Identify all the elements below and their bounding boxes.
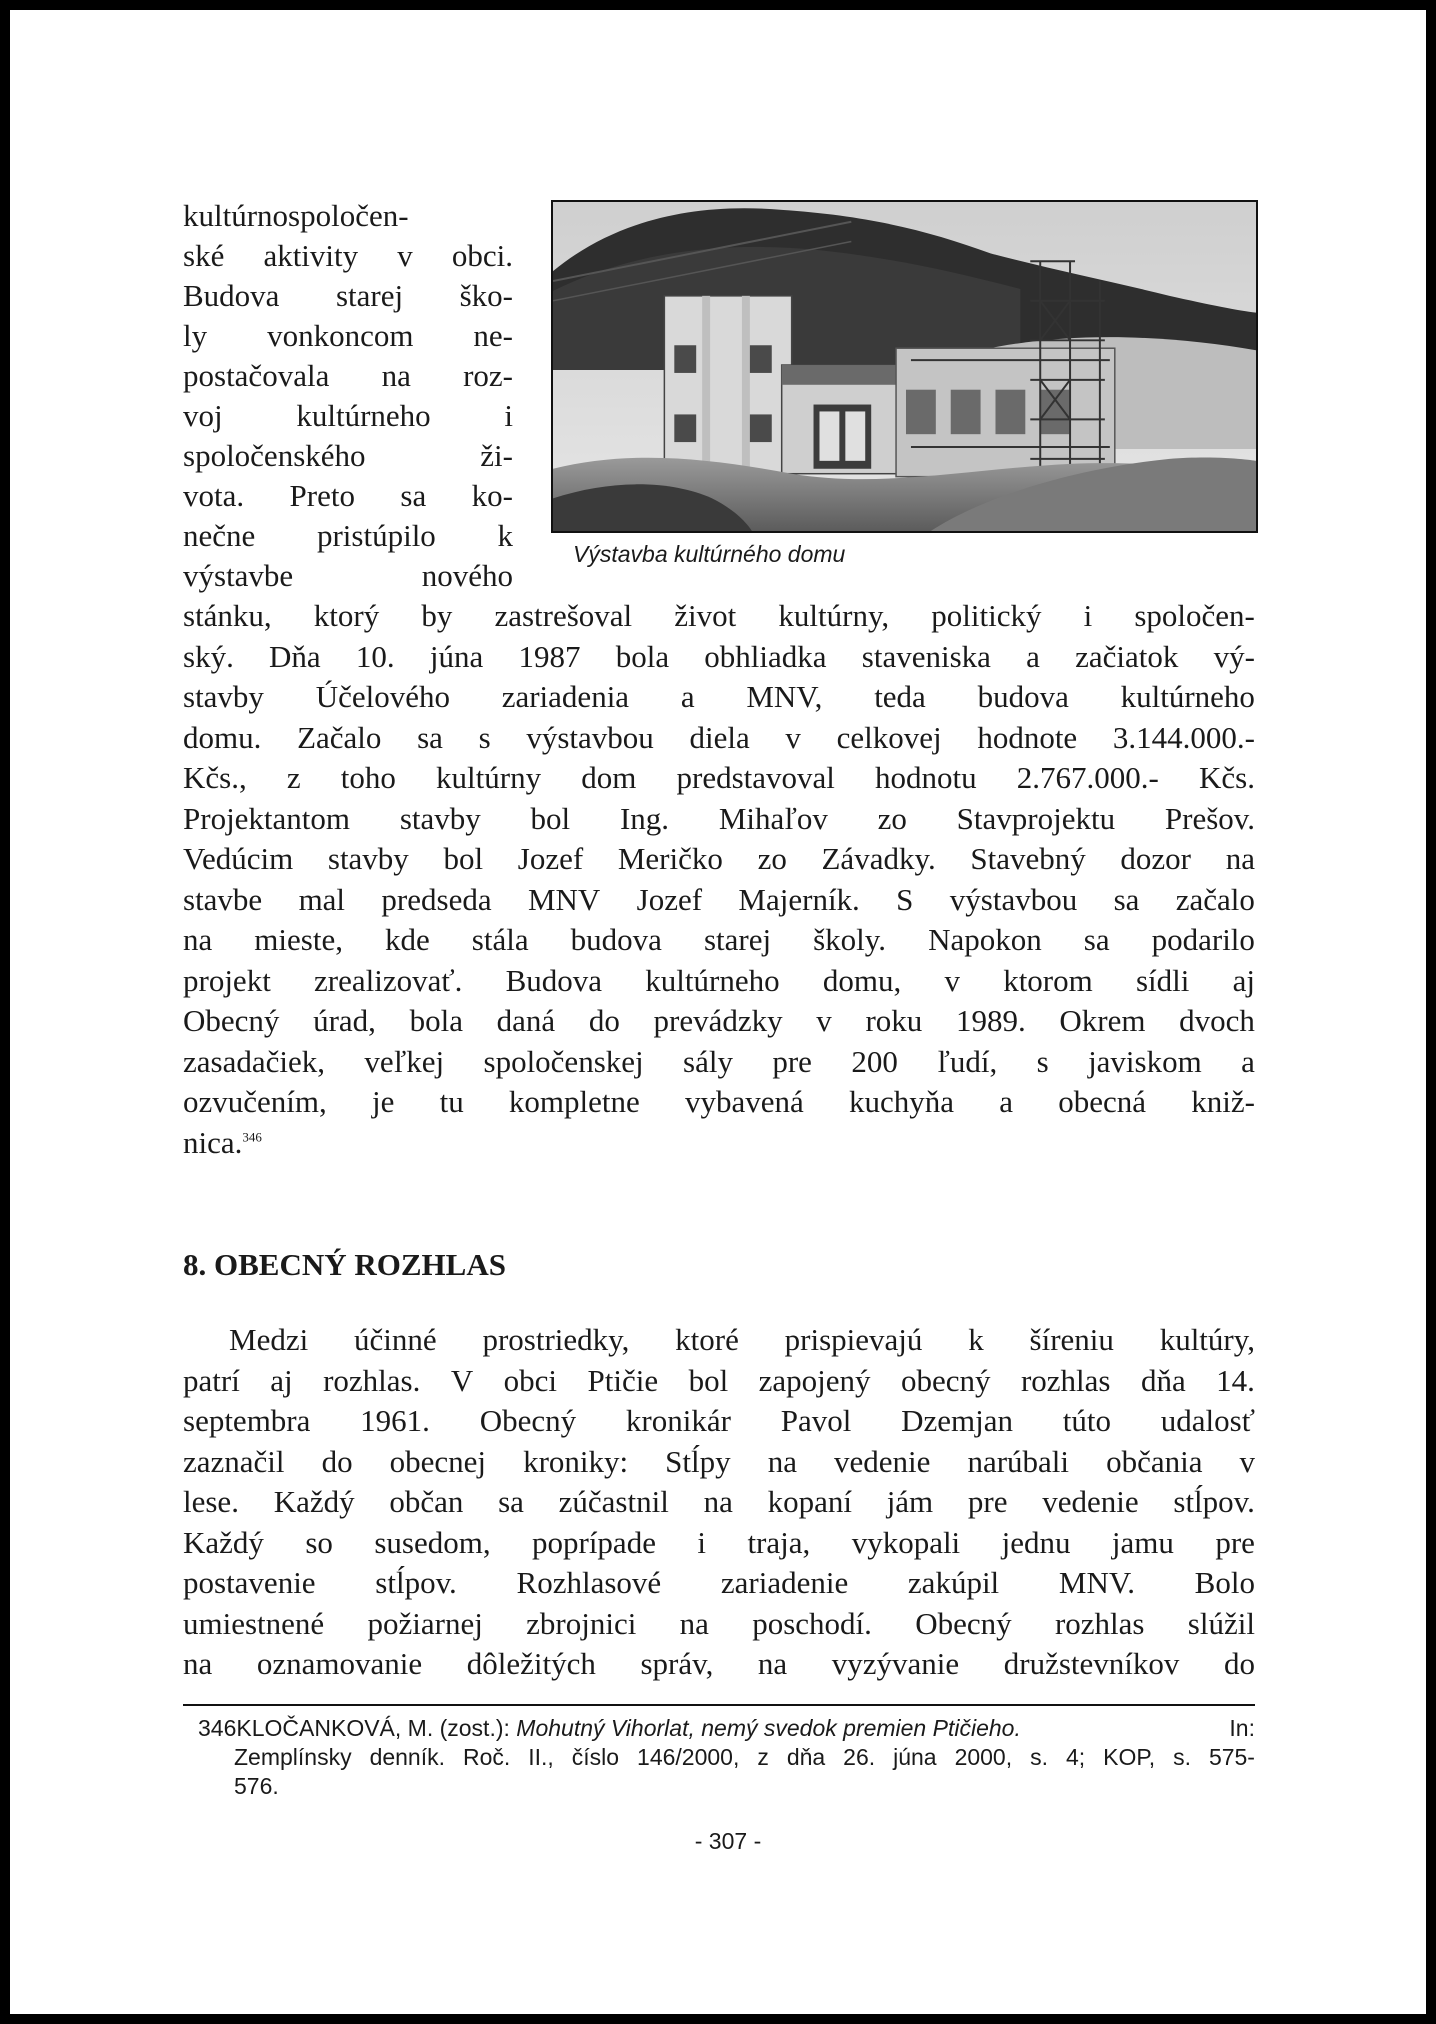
text-line: na mieste, kde stála budova starej školy. Napokon sa podarilo bbox=[183, 922, 1255, 957]
wrapped-text-column bbox=[183, 196, 513, 596]
page-number: - 307 - bbox=[694, 1828, 762, 1854]
text-line: stánku, ktorý by zastrešoval život kultúrny, politický i spoločen- bbox=[183, 598, 1255, 633]
footnote-line: Zemplínsky denník. Roč. II., číslo 146/2000, z dňa 26. júna 2000, s. 4; KOP, s. 575- bbox=[234, 1744, 1255, 1770]
text-line: vota. Preto sa ko- bbox=[183, 478, 513, 513]
text-line: septembra 1961. Obecný kronikár Pavol Dzemjan túto udalosť bbox=[183, 1403, 1255, 1438]
text-line: stavby Účelového zariadenia a MNV, teda budova kultúrneho bbox=[183, 679, 1255, 714]
text-line: ský. Dňa 10. júna 1987 bola obhliadka staveniska a začiatok vý- bbox=[183, 638, 1255, 674]
footnote-line bbox=[198, 1714, 1255, 1743]
figure-caption: Výstavba kultúrného domu bbox=[573, 541, 846, 567]
text-line: ly vonkoncom ne- bbox=[183, 318, 513, 353]
construction-photo bbox=[551, 200, 1258, 533]
text-line: Vedúcim stavby bol Jozef Meričko zo Závadky. Stavebný dozor na bbox=[183, 841, 1255, 876]
text-fragment: nica. bbox=[183, 1124, 243, 1160]
text-line: na oznamovanie dôležitých správ, na vyzývanie družstevníkov do bbox=[183, 1646, 1255, 1681]
text-line: umiestnené požiarnej zbrojnici na poschodí. Obecný rozhlas slúžil bbox=[183, 1605, 1255, 1641]
section-heading: 8. OBECNÝ ROZHLAS bbox=[183, 1247, 506, 1282]
footnote bbox=[198, 1714, 1255, 1801]
text-line: ské aktivity v obci. bbox=[183, 238, 513, 273]
text-line: ozvučením, je tu kompletne vybavená kuchyňa a obecná kniž- bbox=[183, 1084, 1255, 1119]
text-line: výstavbe nového bbox=[183, 558, 513, 593]
text-line: lese. Každý občan sa zúčastnil na kopaní jám pre vedenie stĺpov. bbox=[183, 1484, 1255, 1519]
text-line: kultúrnospoločen- bbox=[183, 198, 409, 233]
footnote-line: 576. bbox=[234, 1773, 279, 1799]
footnote-separator bbox=[183, 1704, 1255, 1706]
paragraph-culture-house bbox=[183, 596, 1255, 1163]
text-line: patrí aj rozhlas. V obci Ptičie bol zapojený obecný rozhlas dňa 14. bbox=[183, 1362, 1255, 1398]
text-line: zasadačiek, veľkej spoločenskej sály pre 200 ľudí, s javiskom a bbox=[183, 1043, 1255, 1079]
footnote-in: In: bbox=[1229, 1715, 1255, 1741]
text-line: spoločenského ži- bbox=[183, 438, 513, 473]
text-line: nečne pristúpilo k bbox=[183, 518, 513, 553]
text-line: Každý so susedom, poprípade i traja, vykopali jednu jamu pre bbox=[183, 1524, 1255, 1560]
footnote-title: Mohutný Vihorlat, nemý svedok premien Ptičieho. bbox=[516, 1715, 1021, 1741]
text-line: Projektantom stavby bol Ing. Mihaľov zo Stavprojektu Prešov. bbox=[183, 800, 1255, 836]
text-line: Kčs., z toho kultúrny dom predstavoval hodnotu 2.767.000.- Kčs. bbox=[183, 760, 1255, 795]
text-line: Budova starej ško- bbox=[183, 278, 513, 313]
text-line-last bbox=[183, 1123, 1255, 1164]
text-line: postavenie stĺpov. Rozhlasové zariadenie zakúpil MNV. Bolo bbox=[183, 1565, 1255, 1600]
footnote-number: 346 bbox=[198, 1715, 237, 1741]
footnote-reference: 346 bbox=[242, 1129, 262, 1145]
text-line: Medzi účinné prostriedky, ktoré prispievajú k šíreniu kultúry, bbox=[229, 1322, 1255, 1357]
text-line: zaznačil do obecnej kroniky: Stĺpy na vedenie narúbali občania v bbox=[183, 1443, 1255, 1479]
paragraph-radio bbox=[183, 1320, 1255, 1685]
text-line: Obecný úrad, bola daná do prevádzky v roku 1989. Okrem dvoch bbox=[183, 1003, 1255, 1038]
text-line: stavbe mal predseda MNV Jozef Majerník. S výstavbou sa začalo bbox=[183, 881, 1255, 917]
text-line: postačovala na roz- bbox=[183, 358, 513, 393]
text-line: voj kultúrneho i bbox=[183, 398, 513, 433]
footnote-author: KLOČANKOVÁ, M. (zost.): bbox=[236, 1715, 510, 1741]
text-line: projekt zrealizovať. Budova kultúrneho domu, v ktorom sídli aj bbox=[183, 962, 1255, 998]
text-line: domu. Začalo sa s výstavbou diela v celkovej hodnote 3.144.000.- bbox=[183, 719, 1255, 755]
